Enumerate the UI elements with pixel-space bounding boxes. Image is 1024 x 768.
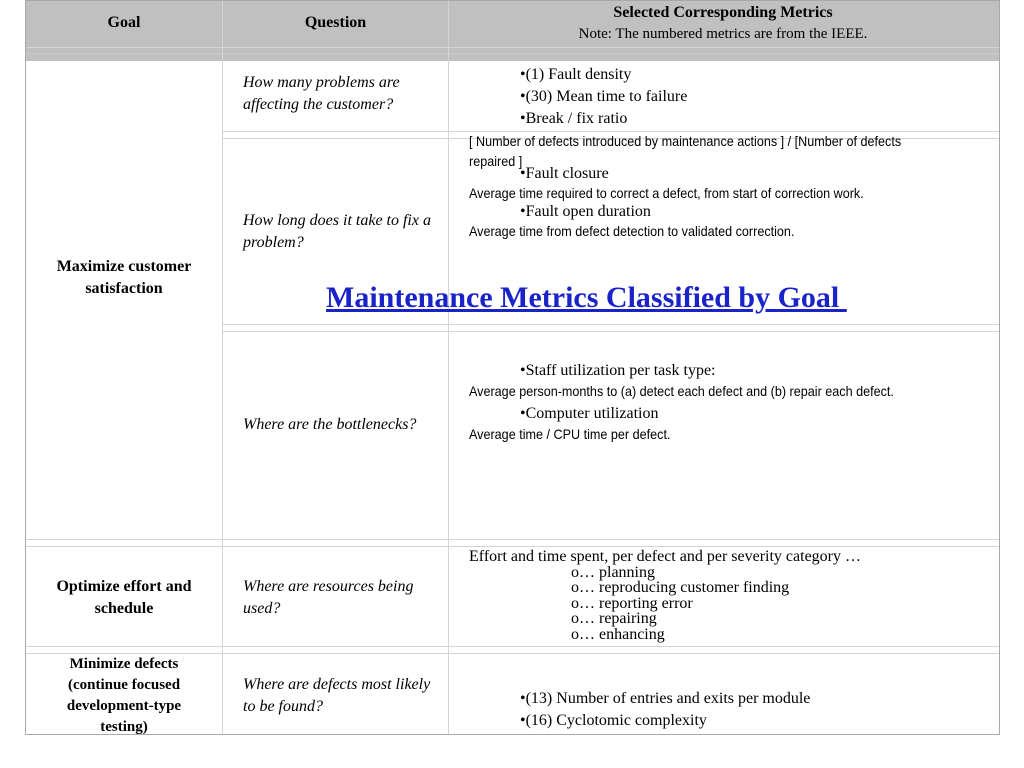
metric-fault-open-duration: •Fault open duration — [520, 203, 651, 220]
goal-customer-satisfaction: Maximize customer satisfaction — [56, 258, 192, 297]
subitem-enhancing: o… enhancing — [571, 626, 665, 643]
metric-entries-exits: •(13) Number of entries and exits per module — [520, 690, 811, 707]
header-question: Question — [304, 14, 367, 31]
header-goal: Goal — [107, 14, 141, 31]
question-defect-location: Where are defects most likely to be found? — [243, 676, 431, 715]
metric-cyclotomic-complexity: •(16) Cyclotomic complexity — [520, 712, 707, 729]
metric-note-computer-utilization: Average time / CPU time per defect. — [469, 426, 671, 442]
metric-fault-density: •(1) Fault density — [520, 66, 632, 83]
metric-computer-utilization: •Computer utilization — [520, 405, 659, 422]
metric-note-staff-utilization: Average person-months to (a) detect each defect and (b) repair each defect. — [469, 383, 894, 399]
goal-optimize-effort: Optimize effort and schedule — [56, 578, 192, 617]
question-fix-time: How long does it take to fix a problem? — [243, 212, 431, 251]
metric-note-fault-open: Average time from defect detection to validated correction. — [469, 223, 795, 239]
effort-intro: Effort and time spent, per defect and per severity category … — [469, 548, 861, 565]
metric-staff-utilization: •Staff utilization per task type: — [520, 362, 716, 379]
question-problems: How many problems are affecting the customer? — [243, 74, 400, 113]
metric-break-fix-ratio: •Break / fix ratio — [520, 110, 628, 127]
subitem-reporting: o… reporting error — [571, 595, 693, 612]
metric-fault-closure: •Fault closure — [520, 165, 609, 182]
header-metrics-title: Selected Corresponding Metrics — [613, 4, 833, 21]
table-border — [25, 0, 1000, 735]
metric-note-break-fix: [ Number of defects introduced by maintenance actions ] / [Number of defects repaired ] — [469, 133, 902, 169]
subitem-repairing: o… repairing — [571, 610, 657, 627]
subitem-planning: o… planning — [571, 564, 655, 581]
header-metrics-note: Note: The numbered metrics are from the IEEE. — [578, 26, 868, 42]
question-bottlenecks: Where are the bottlenecks? — [243, 416, 417, 433]
slide-title: Maintenance Metrics Classified by Goal — [326, 281, 847, 314]
goal-minimize-defects: Minimize defects (continue focused development-type testing) — [66, 656, 182, 735]
metric-mean-time-to-failure: •(30) Mean time to failure — [520, 88, 688, 105]
subitem-reproducing: o… reproducing customer finding — [571, 579, 790, 596]
question-resources: Where are resources being used? — [243, 578, 414, 617]
metric-note-fault-closure: Average time required to correct a defect, from start of correction work. — [469, 185, 864, 201]
